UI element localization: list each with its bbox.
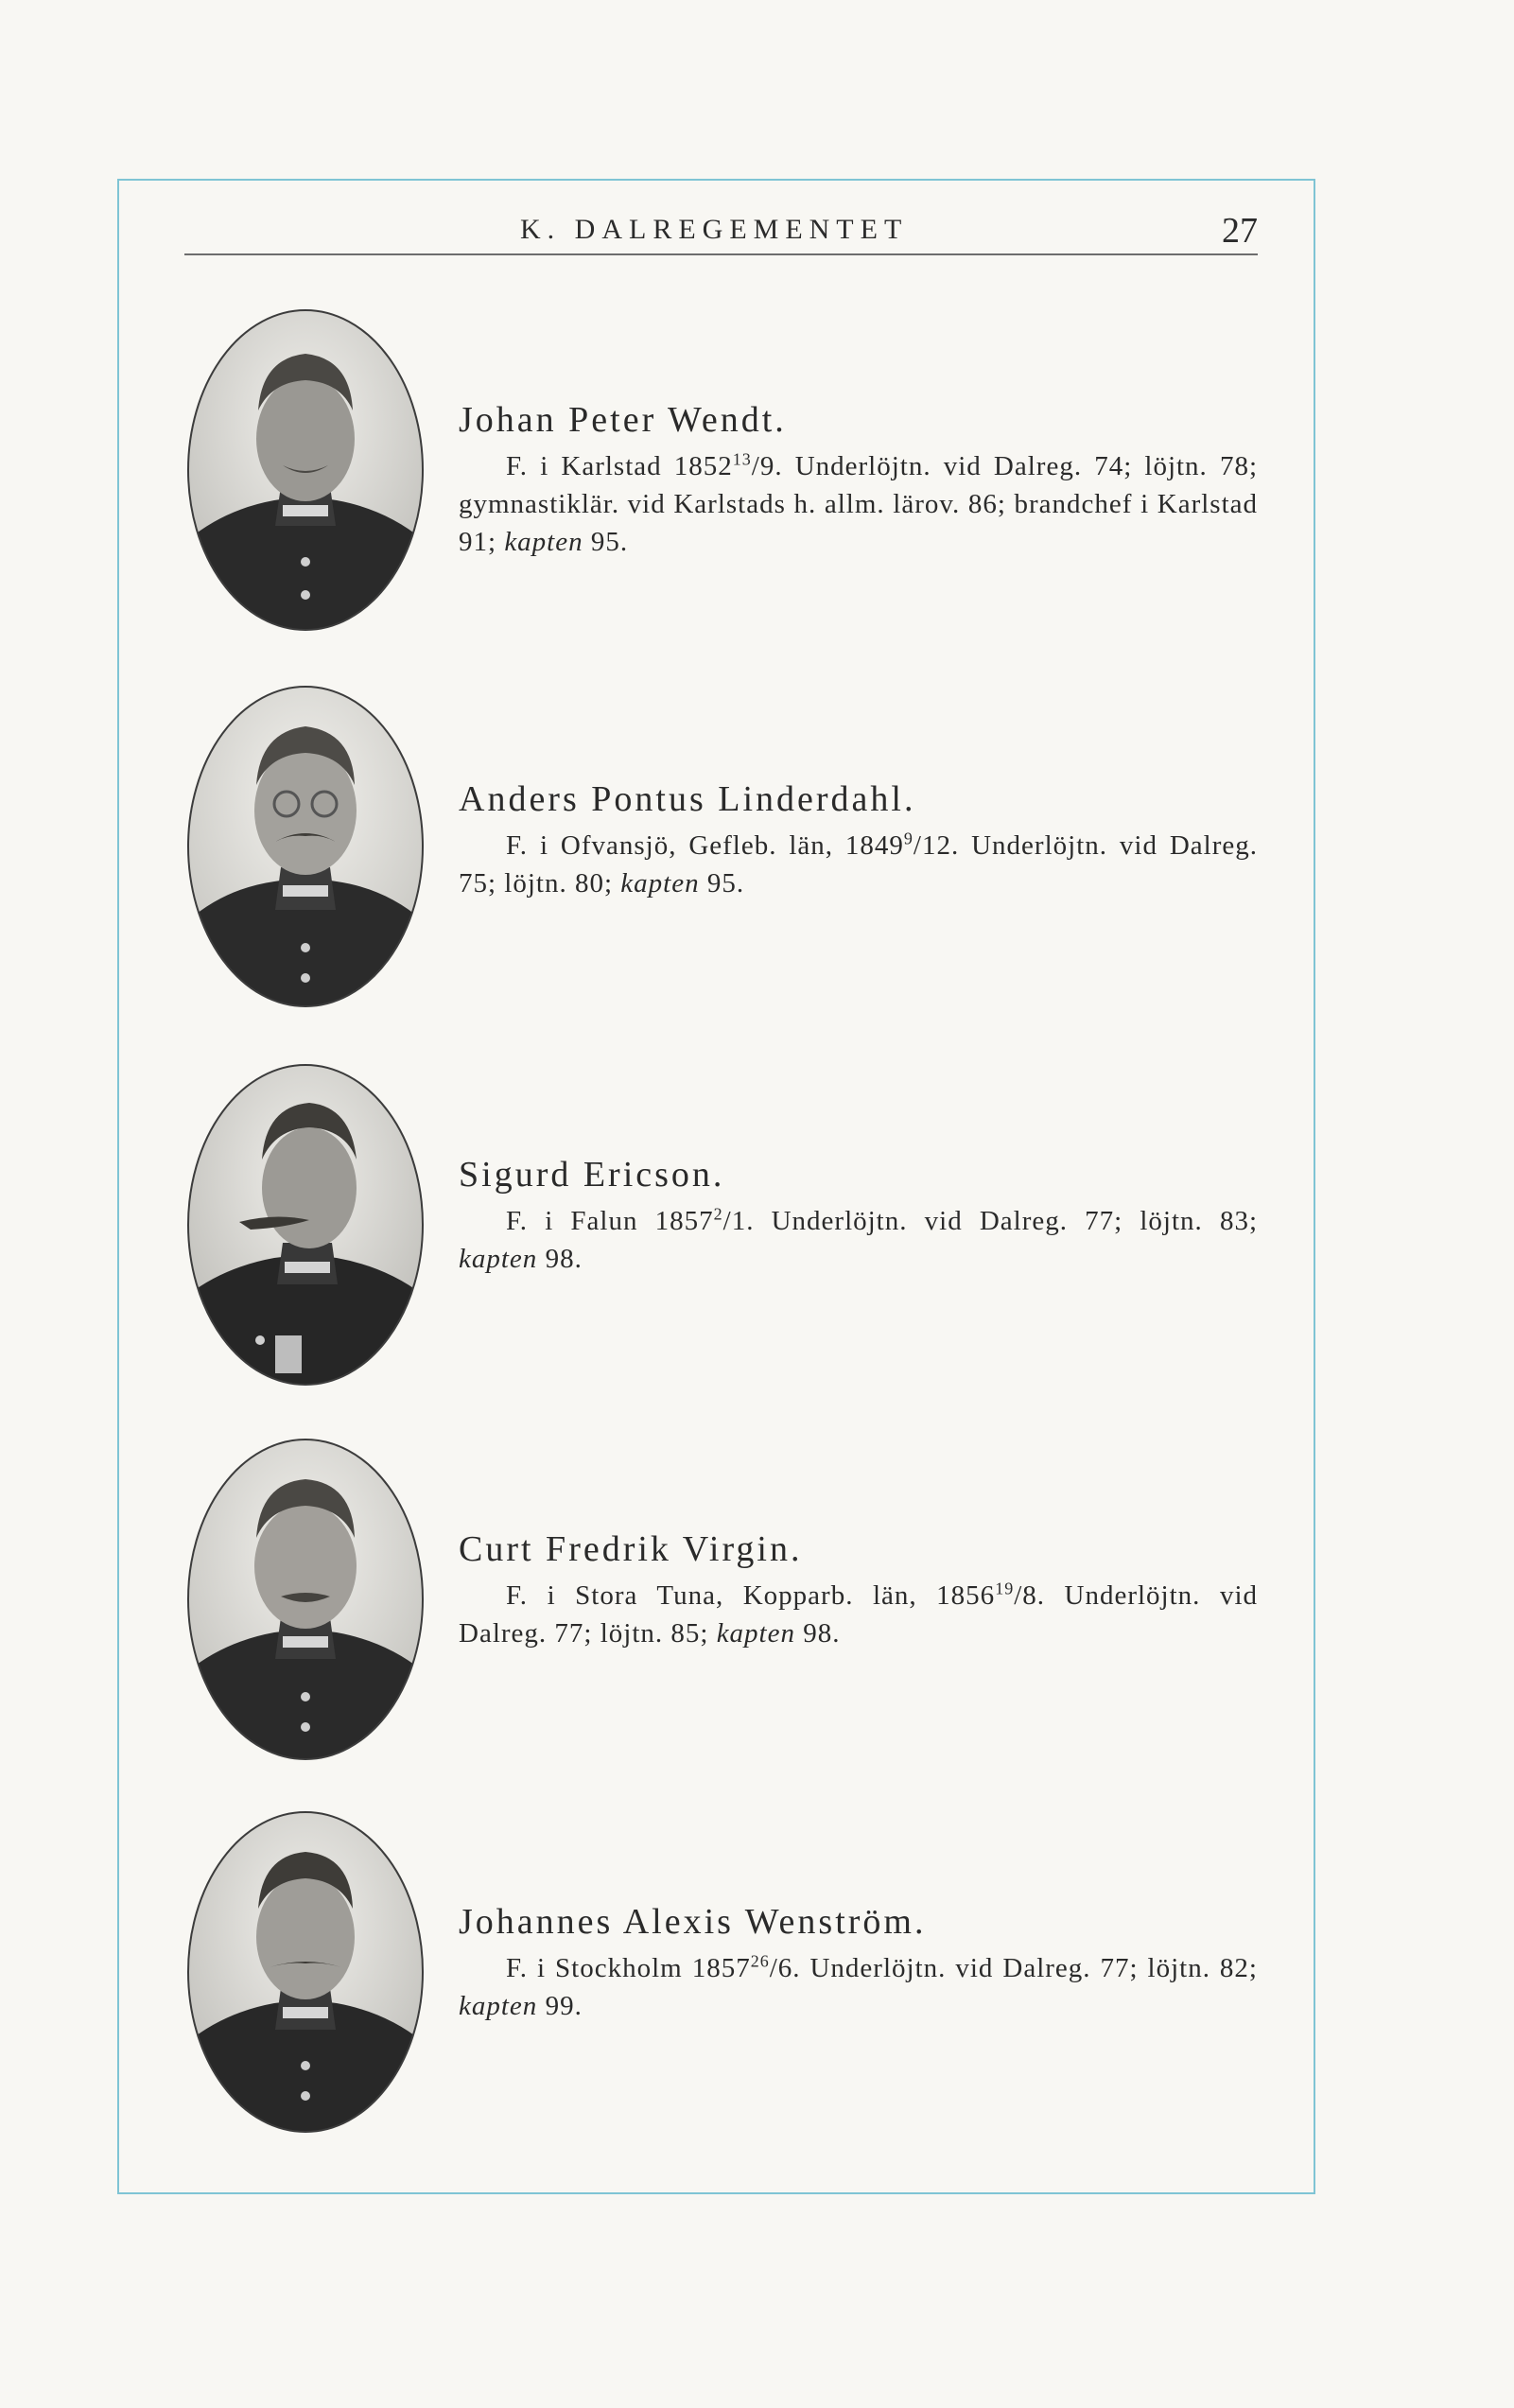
portrait-photo	[184, 306, 426, 634]
portrait-photo	[184, 1436, 426, 1763]
bio-career-text: /1. Underlöjtn. vid Dalreg. 77; löjtn. 83;	[722, 1206, 1259, 1236]
rank-title: kapten	[459, 1244, 538, 1274]
officer-entry	[184, 1436, 1272, 1776]
rank-title: kapten	[620, 868, 700, 899]
officer-entry	[184, 1808, 1272, 2149]
officer-career-text	[459, 1577, 1258, 1652]
bio-career-text: /9. Underlöjtn. vid Dalreg. 74; löjtn. 78; gymnastiklär. vid Karlstads h. allm. lärov. 86; brandchef i Karlstad 91;	[459, 451, 1259, 557]
bio-birth-text: F. i Stora Tuna, Kopparb. län, 1856	[506, 1580, 996, 1611]
officer-career-text	[459, 1202, 1258, 1278]
officer-entry	[184, 306, 1272, 647]
portrait-photo	[184, 1808, 426, 2136]
rank-year: 98.	[803, 1618, 841, 1649]
bio-birth-text: F. i Stockholm 1857	[506, 1953, 751, 1983]
officer-name: Anders Pontus Linderdahl.	[459, 779, 916, 819]
portrait-image	[184, 1808, 426, 2136]
officer-name: Sigurd Ericson.	[459, 1155, 725, 1195]
officer-bio	[459, 396, 1258, 561]
page-number: 27	[1222, 211, 1258, 251]
bio-birth-text: F. i Karlstad 1852	[506, 451, 733, 481]
portrait-image	[184, 683, 426, 1010]
bio-career-text: /6. Underlöjtn. vid Dalreg. 77; löjtn. 82;	[769, 1953, 1258, 1983]
officer-name: Curt Fredrik Virgin.	[459, 1529, 803, 1569]
officer-entry	[184, 683, 1272, 1023]
officer-name: Johannes Alexis Wenström.	[459, 1902, 927, 1942]
officer-career-text	[459, 1949, 1258, 2025]
portrait-image	[184, 306, 426, 634]
running-title: K. DALREGEMENTET	[520, 214, 909, 245]
rank-title: kapten	[504, 527, 583, 557]
portrait-image	[184, 1436, 426, 1763]
birth-day-sup: 9	[903, 829, 914, 848]
bio-career-text: /8. Underlöjtn. vid Dalreg. 77; löjtn. 85;	[459, 1580, 1258, 1649]
rank-year: 95.	[590, 527, 629, 557]
running-header	[184, 210, 1258, 255]
portrait-image	[184, 1061, 426, 1388]
rank-year: 98.	[545, 1244, 583, 1274]
bio-birth-text: F. i Falun 1857	[506, 1206, 714, 1236]
rank-year: 95.	[706, 868, 745, 899]
officer-bio	[459, 776, 1258, 902]
rank-title: kapten	[716, 1618, 795, 1649]
officer-entry	[184, 1061, 1272, 1402]
rank-year: 99.	[545, 1991, 583, 2021]
birth-day-sup: 26	[750, 1951, 770, 1971]
header-rule	[184, 253, 1258, 255]
bio-birth-text: F. i Ofvansjö, Gefleb. län, 1849	[506, 830, 904, 861]
rank-title: kapten	[459, 1991, 538, 2021]
officer-bio	[459, 1526, 1258, 1652]
birth-day-sup: 19	[995, 1579, 1015, 1598]
birth-day-sup: 2	[713, 1204, 723, 1224]
bio-career-text: /12. Underlöjtn. vid Dalreg. 75; löjtn. 80;	[459, 830, 1258, 899]
officer-name: Johan Peter Wendt.	[459, 400, 787, 440]
birth-day-sup: 13	[732, 449, 752, 469]
officer-bio	[459, 1151, 1258, 1278]
officer-bio	[459, 1898, 1258, 2025]
portrait-photo	[184, 683, 426, 1010]
officer-career-text	[459, 827, 1258, 902]
officer-career-text	[459, 447, 1258, 561]
portrait-photo	[184, 1061, 426, 1388]
